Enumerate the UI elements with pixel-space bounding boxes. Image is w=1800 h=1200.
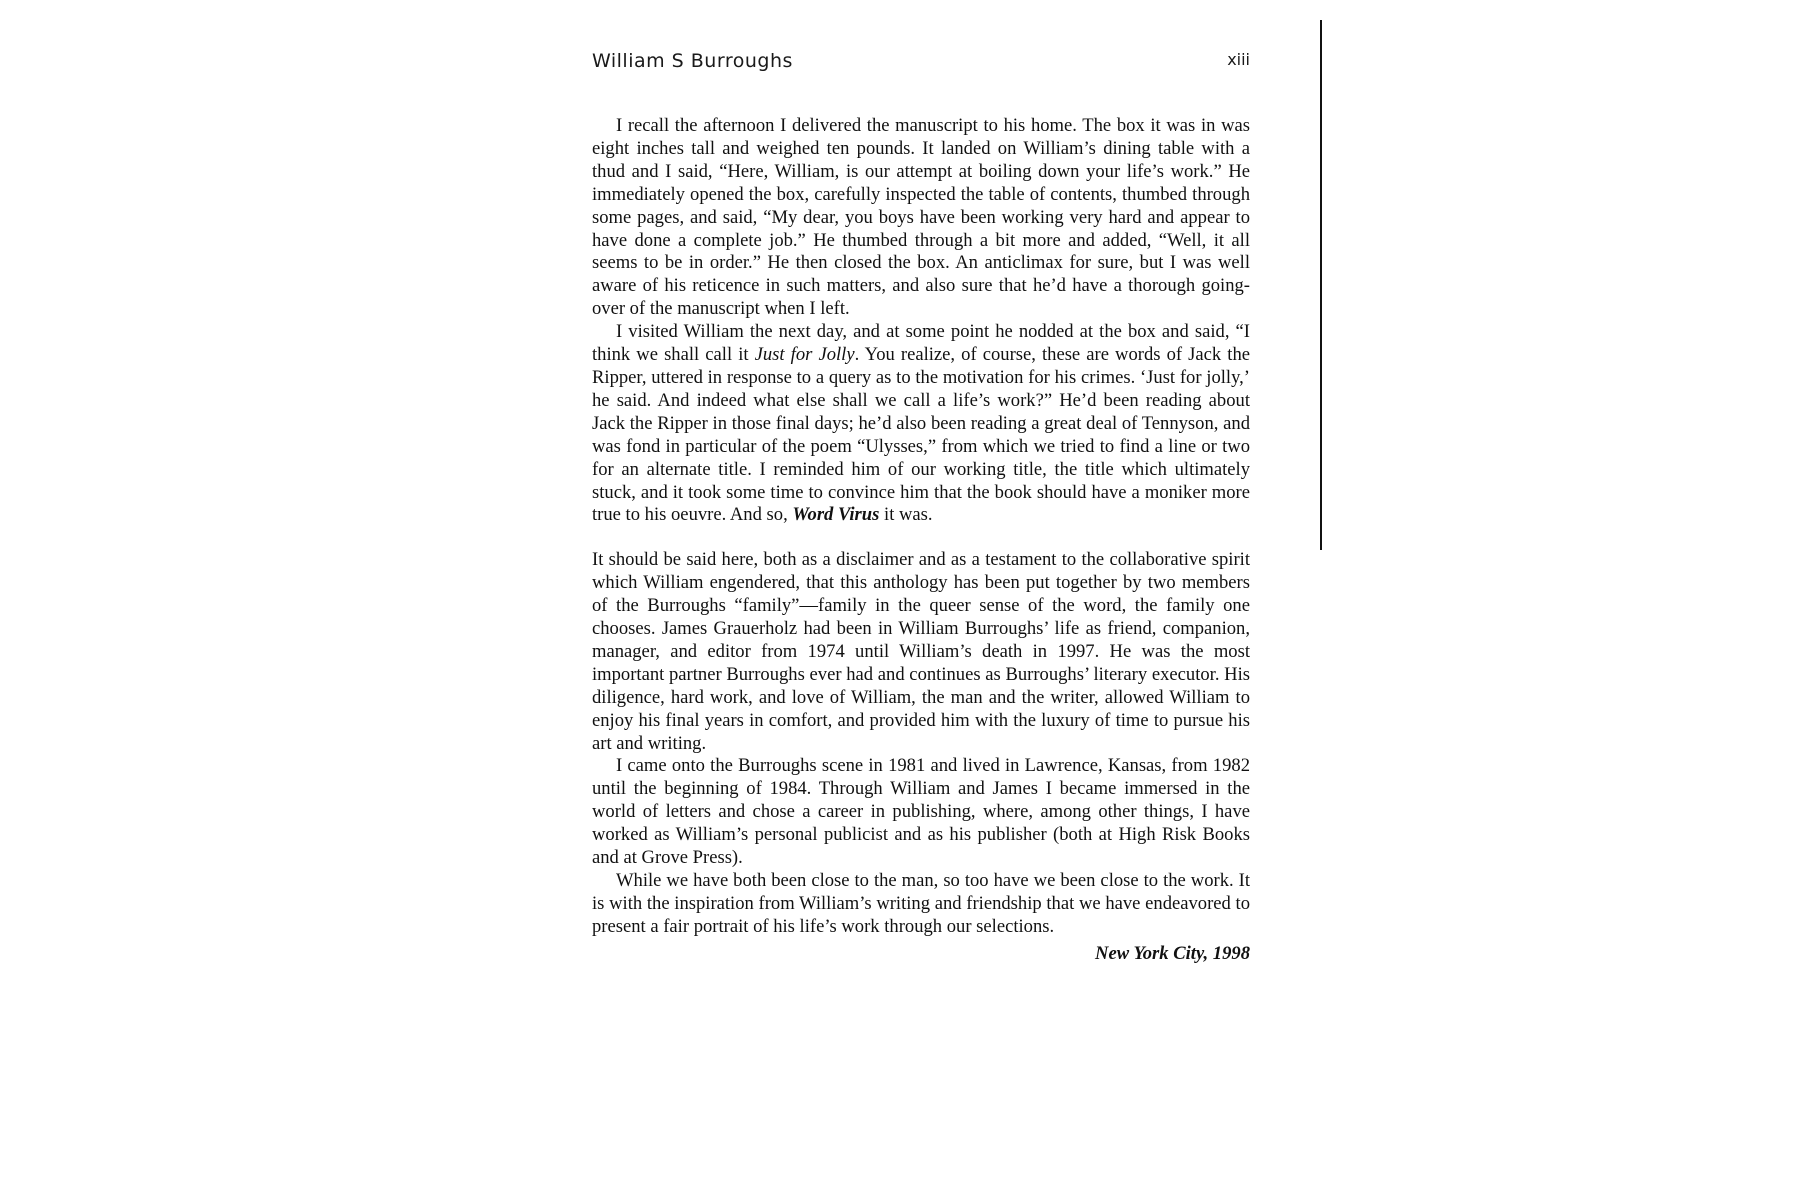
paragraph-3: It should be said here, both as a disclaimer and as a testament to the collaborative spirit which William engendered, that this anthology has been put together by two members of the Burroughs “family”—family in the queer sense of the word, the family one chooses. James Grauerholz had been in William Burroughs’ life as friend, companion, manager, and editor from 1974 until William’s death in 1997. He was the most important partner Burroughs ever had and continues as Burroughs’ literary executor. His diligence, hard work, and love of William, the man and the writer, allowed William to enjoy his final years in comfort, and provided him with the luxury of time to pursue his art and writing.: [592, 549, 1250, 754]
paragraph-2-text-b: . You realize, of course, these are words of Jack the Ripper, uttered in response to a query as to the motivation for his crimes. ‘Just for jolly,’ he said. And indeed what else shall we call a life’s work?” He’d been reading about Jack the Ripper in those final days; he’d also been reading a great deal of Tennyson, and was fond in particular of the poem “Ulysses,” from which we tried to find a line or two for an alternate title. I reminded him of our working title, the title which ultimately stuck, and it took some time to convince him that the book should have a moniker more true to his oeuvre. And so,: [592, 344, 1251, 526]
body-text: [592, 115, 1250, 966]
paragraph-2: [592, 321, 1250, 527]
paragraph-5: While we have both been close to the man, so too have we been close to the work. It is with the inspiration from William’s writing and friendship that we have endeavored to present a fair portrait of his life’s work through our selections.: [592, 870, 1250, 937]
book-title-word-virus: Word Virus: [792, 504, 880, 526]
paragraph-1-text: I recall the afternoon I delivered the manuscript to his home. The box it was in was eight inches tall and weighed ten pounds. It landed on William’s dining table with a thud and I said, “Here, William, is our attempt at boiling down your life’s work.” He immediately opened the box, carefully inspected the table of contents, thumbed through some pages, and said, “My dear, you boys have been working very hard and appear to have done a complete job.” He thumbed through a bit more and added, “Well, it all seems to be in order.” He then closed the box. An anticlimax for sure, but I was well aware of his reticence in such matters, and also sure that he’d have a thorough going-over of the manuscript when I left.: [592, 115, 1250, 320]
book-title-just-for-jolly: Just for Jolly: [754, 344, 855, 366]
paragraph-2-text-a: I visited William the next day, and at some point he nodded at the box and said, “I think we shall call it: [592, 321, 1250, 366]
signoff-place-date: New York City, 1998: [1095, 942, 1250, 964]
paragraph-2-text-c: it was.: [879, 504, 933, 526]
paragraph-1: [592, 115, 1250, 321]
running-head-author: William S Burroughs: [592, 50, 793, 72]
page-number: xiii: [1227, 50, 1250, 69]
page-gutter-line: [1320, 20, 1322, 550]
paragraph-4: I came onto the Burroughs scene in 1981 and lived in Lawrence, Kansas, from 1982 until the beginning of 1984. Through William and James I became immersed in the world of letters and chose a career in publishing, where, among other things, I have worked as William’s personal publicist and as his publisher (both at High Risk Books and at Grove Press).: [592, 755, 1250, 869]
running-head: [592, 50, 1250, 80]
